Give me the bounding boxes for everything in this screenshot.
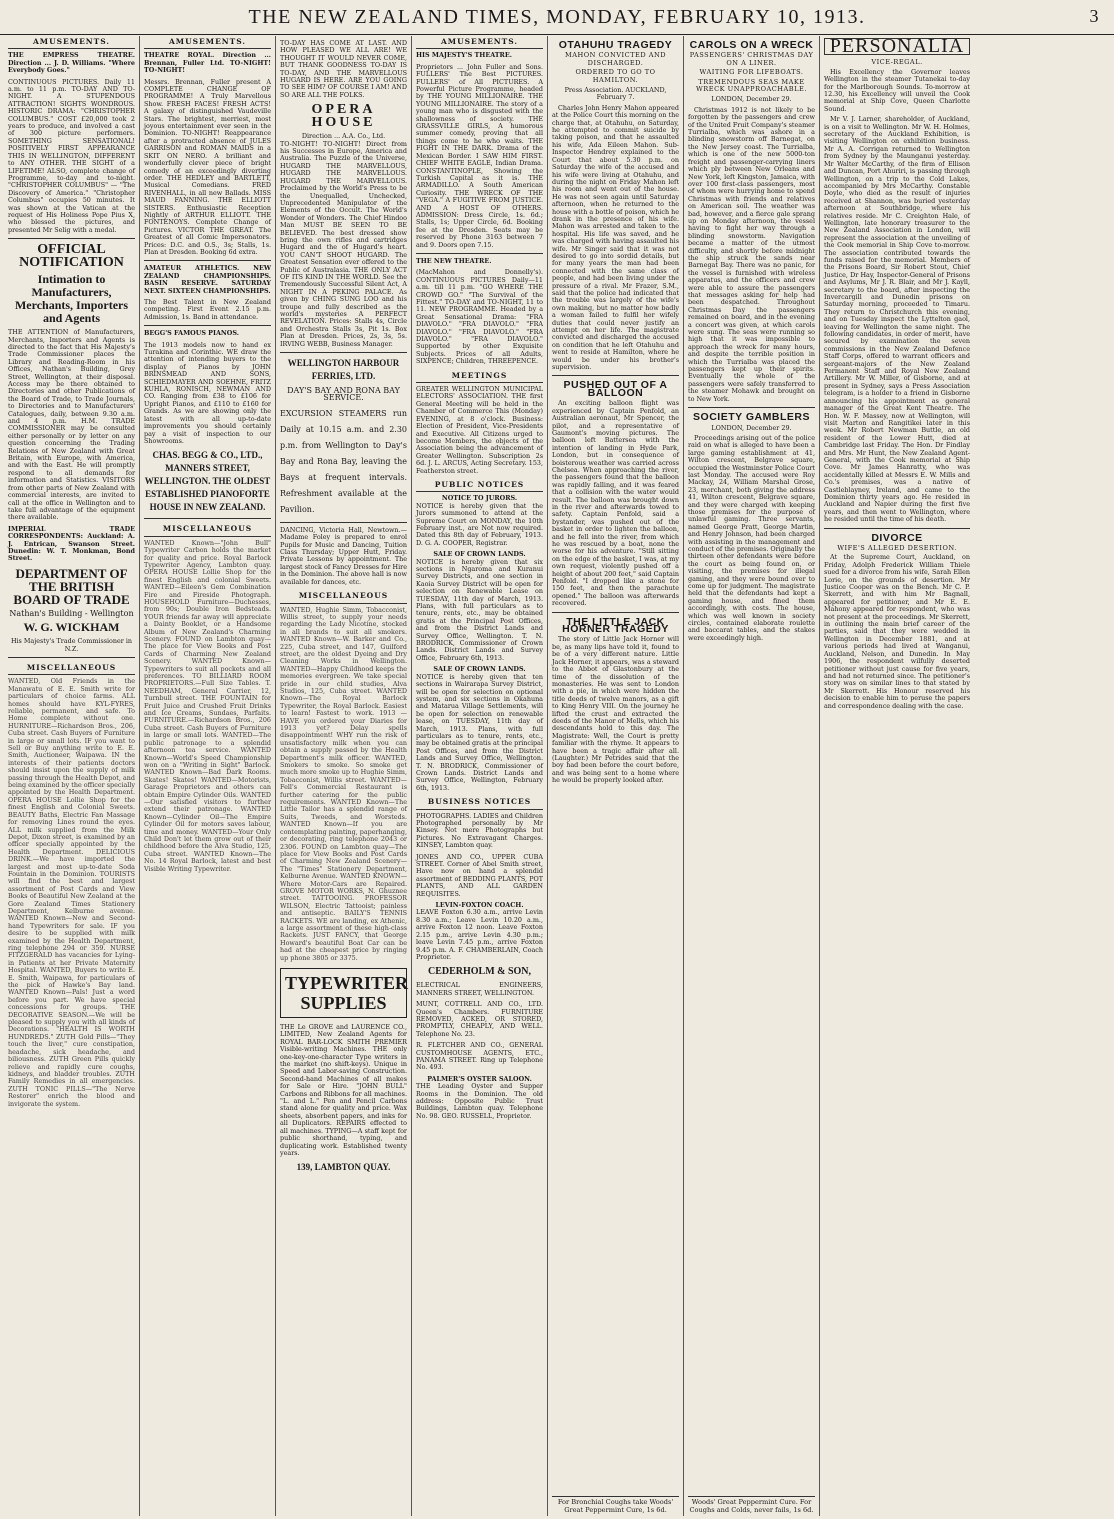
personalia-body: Mr V. J. Larner, shareholder, of Auckland, is on a visit to Wellington. Mr W. H. Holmes, secretary of the Auckland Exhibition, is visiting Wellington on exhibition business. Mr A. A. Corrigan returned to Wellington from Sydney by the Maunganui yesterday. Mr Walter McCarthy, of the firm of Ellison and Duncan, Port Ahuriri, is passing through Wellington, on a trip to the Cold Lakes, accompanied by Mrs McCarthy. Constable Doyle, who died as the result of injuries received at Shannon, was buried yesterday afternoon at Southbridge, where his relatives reside. Mr C. Creighton Hale, of Wellington, late honorary treasurer to the New Zealand Association in London, will represent the association at the unveiling of the Cook memorial in Ship Cove to-morrow. The association contributed towards the funds raised for the memorial. Members of the Prisons Board, Sir Robert Stout, Chief Justice, Dr Hay, Inspector-General of Prisons and Asylums, Mr J. R. Blair, and Mr J. Kayll, secretary to the board, after inspecting the Invercargill and Dunedin prisons on Saturday morning, proceeded to Timaru. They return to Christchurch this evening, and on Tuesday inspect the Lyttelton gaol, leaving for Wellington the same night. The following candidates, in order of merit, have secured by examination the seven commissions in the New Zealand Defence Staff Corps, offered to warrant officers and sergeant-majors of the New Zealand Permanent Staff and Royal New Zealand Artillery. Mr W. Miller, of Gisborne, and at present in Sydney, says a Press Association telegram, is a holder to a friend in Gisborne announcing his appointment as general manager of the Great Kent Theatre. The Hon. W. F. Massey, now at Wellington, will visit Marton and Rangitikei later in this week. Mr Robert Newman Buttle, an old resident of the Lower Hutt, died at Cambridge last Friday. The Hon. Dr Findlay and Mrs. Mr Hunt, the New Zealand Agent-General, with the Cook memorial at Ship Cove. Mr James Hanratty, who was accidentally killed at Messrs E. W. Mills and Co.'s premises, was a native of Castleblayney, Ireland, and came to the Dominion thirty years ago. He resided in Auckland and Napier during the first five years, and then went to Wellington, where he resided until the time of his death. <box>824 115 970 524</box>
munt-ad: MUNT, COTTRELL AND CO., LTD. Queen's Chambers. FURNITURE REMOVED, ACKED, OR STORED, PROMPTLY, CHEAPLY, AND WELL. Telephone No. 23. <box>416 1000 543 1038</box>
otahuhu-dateline: Press Association. AUCKLAND, February 7. <box>564 86 667 102</box>
misc-header-3: MISCELLANEOUS <box>280 590 407 603</box>
balloon-body: An exciting balloon flight was experienced by Captain Penfold, an Australian aeronaut, Mr Spencer, the pilot, and a representative of Gaumont's moving pictures. The balloon left Battersea with the intention of landing in Hyde Park, London, but in consequence of boisterous weather was carried across Chelsea. When approaching the river, the passengers found that the balloon was rapidly falling, and it was feared that a collision with the water would result. The balloon was brought down in the river and afterwards towed to safety. Captain Penfold, said a bystander, was pushed out of the basket in order to lighten the balloon, and he fell into the river, from which he was rescued by a boat, none the worse for his adventure. "Still sitting on the edge of the basket, I was, at my own request, violently pushed off a height of about 200 feet," said Captain Penfold. "I dropped like a stone for 150 feet, and then the parachute opened." The balloon was afterwards recovered. <box>552 399 679 608</box>
begg-title: BEGG'S FAMOUS PIANOS. <box>144 329 239 338</box>
theatre-royal-body: Messrs. Brennan, Fuller present A COMPLETE CHANGE OF PROGRAMME! A Truly Marvellous Show. FRESH FACES! FRESH ACTS! A galaxy of distinguished Vaudeville Stars. The brightest, merriest, most joyous entertainment ever seen in the Dominion. TO-NIGHT! Reappearance after a protracted absence of JULES GARRISON and ROMAN MAIDS in a SKIT ON NERO. A brilliant and wonderfully clever piece of bright comedy of an exceedingly diverting order. THE HEDLEY and BARTLETT, Musical Comedians. FRED RIVENHALL, in all new Ballads. MISS MAUD FANNING. THE ELLIOTT SISTERS. Enthusiastic Reception Nightly of ARTHUR ELLIOTT. THE FONTENOYS. Complete Change of Pictures. VICTOR THE GREAT. The Greatest of all Comic Impersonators. Prices: D.C. and O.S., 3s; Stalls, 1s. Plan at Dresden. Booking 6d extra. <box>144 77 271 256</box>
wickham-name: W. G. WICKHAM <box>23 620 120 635</box>
column-3 <box>276 36 412 1516</box>
crown-lands-title-1: SALE OF CROWN LANDS. <box>433 550 526 559</box>
divorce-heading: DIVORCE <box>871 531 923 544</box>
col6-footer-ad: Woods' Great Peppermint Cure. For Coughs and Colds, never fails, 1s 6d. <box>689 1498 814 1514</box>
jones-ad: JONES AND CO., UPPER CUBA STREET. Corner of Abel Smith street, Have now on hand a splendid assortment of BEDDING PLANTS, POT PLANTS, AND ALL GARDEN REQUISITES. <box>416 852 543 898</box>
personalia-heading: PERSONALIA <box>824 38 970 55</box>
photographs-ad: PHOTOGRAPHS. LADIES and Children Photographed personally by Mr Kinsey. Not mere Photographs but Pictures. No Extravagant Charges. KINSEY, Lambton quay. <box>416 811 543 850</box>
levin-coach-title: LEVIN-FOXTON COACH. <box>435 901 524 910</box>
meetings-body: GREATER WELLINGTON MUNICIPAL ELECTORS' ASSOCIATION. THE first General Meeting will be held in the Chamber of Commerce This (Monday) EVENING, at 8 o'clock. Business: Election of President, Vice-Presidents and Executive. All Citizens urged to become Members, the objects of the Association being the advancement of Greater Wellington. Subscription 2s 6d. J. L. ARCUS, Acting Secretary. 153, Featherston street. <box>416 385 543 475</box>
new-theatre-body: (MacMahon and Donnelly's). CONTINUOUS PICTURES Daily—11 a.m. till 11 p.m. "GO WHERE THE CROWD GO." "The Survival of the Fittest." TO-DAY and TO-NIGHT, 11 to 11. NEW PROGRAMME. Headed by a Great Sensational Drama: "FRA DIAVOLO." "FRA DIAVOLO." "FRA DIAVOLO." "FRA DIAVOLO." "FRA DIAVOLO." "FRA DIAVOLO." Supported by other Exquisite Subjects. Prices of all Adults, SIXPENCE; Children, THREEPENCE. <box>416 268 543 366</box>
wickham-subtitle: His Majesty's Trade Commissioner in N.Z. <box>10 637 133 653</box>
jurors-title: NOTICE TO JURORS. <box>441 494 518 503</box>
misc-header-2: MISCELLANEOUS <box>144 523 271 536</box>
fletcher-ad: R. FLETCHER AND CO., GENERAL CUSTOMHOUSE AGENTS, ETC., PANAMA STREET. Ring up Telephone No. 493. <box>416 1041 543 1072</box>
column-2 <box>140 36 276 1516</box>
empress-ad-title: THE EMPRESS THEATRE. Direction ... J. D. Williams. "Where Everybody Goes." <box>8 51 135 75</box>
otahuhu-heading: OTAHUHU TRAGEDY <box>558 39 673 51</box>
gamblers-heading: SOCIETY GAMBLERS <box>693 411 810 424</box>
misc-body-2: WANTED Known—"John Bull" Typewriter Carbon holds the market for quality and price. Royal Barlock Typewriter Agency, Lambton quay. OPERA HOUSE Lollie Shop for the finest English and colonial Sweets. WANTED—Eileen's Gem Combination Fire and Fireside Photograph. HOUSEHOLD Furniture—Duchesses, from 90s; Double Iron Bedsteads. YOUR friends far away will appreciate a Dainty Booklet, or a Handsome Album of New Zealand's Charming Scenery. FOUND on Lambton quay—The place for View Books and Post Cards of Charming New Zealand Scenery. WANTED Known—Typewriters to suit all pockets and all preferences. TO BILLIARD ROOM PROPRIETORS.—Full Size Tables. T. NEEDHAM, General Carrier, 12, Turnbull street. THE FOUNTAIN for Fruit Juice and Crushed Fruit Drinks and Ice Creams, Sundaes, Parfaits. FURNITURE.—Richardson Bros., 206 Cuba street. Cash Buyers of Furniture in large or small lots. WANTED—The public patronage to a splendid afternoon tea service. WANTED Known—World's Speed Championship won on a "Writing in Sight" Barlock. WANTED Known—Bad Dark Rooms. Skates! Skates! WANTED—Motorists, Garage Proprietors and others can obtain Empire Cylinder Oils. WANTED—Our satisfied visitors to further extend their patronage. WANTED Known—Cylinder Oil—The Empire Cylinder Oil for motors saves labour, time and money. WANTED—Your Only Child Don't let them grow out of their childhood before the Alva Studio, 125, Cuba street. WANTED Known—The No. 14 Royal Barlock, latest and best Visible Writing Typewriter. <box>144 538 271 873</box>
opera-house-title: OPERA HOUSE <box>311 102 376 131</box>
athletics-body: The Best Talent in New Zealand competing. First Event 2.15 p.m. Admission, 1s. Band in attendance. <box>144 298 271 321</box>
carols-heading: CAROLS ON A WRECK <box>689 39 814 51</box>
public-notices-header: PUBLIC NOTICES <box>416 479 543 492</box>
athletics-title: AMATEUR ATHLETICS. NEW ZEALAND CHAMPIONSHIPS. BASIN RESERVE. SATURDAY NEXT. SIXTEEN CHAMPIONSHIPS. <box>144 264 271 295</box>
balloon-heading: PUSHED OUT OF A BALLOON <box>563 379 668 399</box>
opera-house-body: TO-NIGHT! TO-NIGHT! Direct from his Successes in Europe, America and Australia. The Puzzle of the Universe, HUGARD THE MARVELLOUS, HUGARD THE MARVELLOUS. HUGARD THE MARVELLOUS. Proclaimed by the World's Press to be the Unequalled, Unchecked, Unprecedented Manipulator of the Elements of the Occult. The World's Wonder of Wonders. The Chief Hindoo Man MUST BE SEEN TO BE BELIEVED. The best dressed show bring the own rifles and cartridges Hugard and the of Hugard's heart. YOU CAN'T SHOOT HUGARD. The Greatest Sensation ever offered to the Public of Australasia. THE ONLY ACT OF ITS KIND IN THE WORLD. See the Tremendously Successful Silent Act, A NIGHT IN A PEKING PALACE. As given by CHING SUNG LOO and his troupe and fully described as the world's mysteries A PERFECT REVELATION. Prices: Stalls 4s, Circle and Orchestra Stalls 3s, Pit 1s. Box Plan at Dresden. Prices, 2s, 3s, 5s. IRVING WEBB, Business Manager. <box>280 139 407 348</box>
carols-subhead-3: TREMENDOUS SEAS MAKE WRECK UNAPPROACHABLE. <box>696 77 807 94</box>
jack-horner-body: The story of Little Jack Horner will be, as many lips have told it, found to be of a very different nature. Little Jack Horner, it appears, was a steward to the Abbot of Glastonbury at the time of the dissolution of the monasteries. He was sent to London with a pie, in which were hidden the title deeds of twelve manors, as a gift to King Henry VIII. On the journey he lifted the crust and extracted the deeds of the Manor of Mells, which his descendants hold to this day. The Magistrate: Well, the Court is pretty familiar with the rhyme. It appears to have been a tragic affair after all. (Laughter.) Mr Petrides said that the boy had been before the court before, and was being sent to a home where he would be properly looked after. <box>552 635 679 785</box>
masthead <box>0 0 1114 35</box>
carols-subhead-1: PASSENGERS' CHRISTMAS DAY ON A LINER. <box>689 51 814 67</box>
palmer-body: THE Leading Oyster and Supper Rooms in the Dominion. The old address: Opposite Public Trust Buildings, Lambton quay. Telephone No. 98. GEO. RUSSELL, Proprietor. <box>416 1082 543 1120</box>
vice-regal-body: His Excellency the Governor leaves Wellington in the steamer Tutanekai to-day for the Marlborough Sounds. To-morrow at 12.30, his Excellency will unveil the Cook memorial at Ship Cove, Queen Charlotte Sound. <box>824 67 970 113</box>
column-1 <box>4 36 140 1516</box>
hugard-teaser: TO-DAY HAS COME AT LAST. AND HOW PLEASED WE ALL ARE! WE THOUGHT IT WOULD NEVER COME, BUT THANK GOODNESS TO-DAY IS TO-DAY, AND THE MARVELLOUS HUGARD IS HERE. ARE YOU GOING TO SEE HIM? OF COURSE I AM! AND SO ARE ALL THE FOLKS. <box>280 39 407 99</box>
carols-body: Christmas 1912 is not likely to be forgotten by the passengers and crew of the United Fruit Company's steamer Turrialba, which was ashore in a blinding snowstorm off Barnegat, on the New Jersey coast. The Turrialba, which is one of the new 5000-ton freight and passenger-carrying liners which ply between New Orleans and New York, left Kingston, Jamaica, with over 100 first-class passengers, most of whom were hurrying home to spend Christmas with friends and relatives on American soil. The weather was bad, however, and a fierce gale sprang up on Monday afternoon, the vessel having to fight her way through a blinding snowstorm. Navigation became a matter of the utmost difficulty, and shortly before midnight the ship struck the sands near Barnegat Bay. There was no panic, for the vessel is furnished with wireless apparatus, and the officers and crew were able to assure the passengers that messages asking for help had been despatched. Throughout Christmas Day the passengers remained on board, and in the evening a concert was given, at which carols were sung. The seas were running so high that it was impossible to approach the wreck for many hours, and despite the terrible position in which the Turrialba was placed the passengers kept up their spirits. Eventually the whole of the passengers were safely transferred to the steamer Mohawk and brought on to New York. <box>688 105 815 403</box>
masthead-title: THE NEW ZEALAND TIMES, MONDAY, FEBRUARY 10, 1913. <box>248 5 866 28</box>
carols-dateline: LONDON, December 29. <box>711 95 792 104</box>
levin-coach-body: LEAVE Foxton 6.30 a.m., arrive Levin 8.30 a.m.; Leave Levin 10.20 a.m., arrive Foxton 12 noon. Leave Foxton 2.15 p.m., arrive Levin 4.30 p.m.; leave Levin 7.45 p.m., arrive Foxton 9.45 p.m. A. F. CHAMBERLAIN, Coach Proprietor. <box>416 908 543 961</box>
ferries-body: EXCURSION STEAMERS run Daily at 10.15 a.m. and 2.30 p.m. from Wellington to Day's Bay and Rona Bay, leaving the Bays at frequent intervals. Refreshment available at the Pavilion. <box>280 408 407 514</box>
ferries-title: WELLINGTON HARBOUR FERRIES, LTD. <box>287 358 400 382</box>
misc-body-3: WANTED, Hughie Simm, Tobacconist, Willis street, to supply your needs regarding the Lady Nicotine, stocked in all brands to suit all smokers. WANTED Known—W. Barker and Co., 225, Cuba street, and 147, Guilford street, are the oldest Dyeing and Dry Cleaning Works in Wellington. WANTED—Happy Childhood keeps the memories evergreen. We take special pride in our child studies, Alva Studios, 125, Cuba street. WANTED Known—The Royal Barlock Typewriter, the Royal Barlock. Easiest to learn! Fastest to work. 1913 — HAVE you ordered your Diaries for 1913 yet? Delay spells disappointment! WHY run the risk of unsatisfactory milk when you can obtain a supply passed by the Health Department's milk officer. WANTED, Smokers to smoke. So smoke get much more smoke up to Hughie Simm, Tobacconist, Willis street. WANTED—Fell's Commercial Restaurant is further catering for the public requirements. WANTED Known—The Little Tailor has a splendid range of Suits, Tweeds, and Worsteds. WANTED Known—If you are contemplating painting, paperhanging, or decorating, ring telephone 2043 or 2306. FOUND on Lambton quay—The place for View Books and Post Cards of Charming New Zealand Scenery—The "Times" Stationery Department, Kelburne Avenue. WANTED KNOWN—Where Motor-Cars are Repaired. GROVE MOTOR WORKS, N. Ghuznee street. TATTOOING. PROFESSOR WILSON, Electric Tattooist; painless and antiseptic. BAILY'S TENNIS RACKETS. WE are landing, ex Athenic, a large assortment of these high-class Rackets. JUST FANCY, that George Howard's beautiful Boat Car can be had at the cheapest price by ringing up phone 3805 or 3375. <box>280 605 407 962</box>
cederholm-body: ELECTRICAL ENGINEERS, MANNERS STREET, WELLINGTON. <box>416 981 543 997</box>
typewriter-address: 139, LAMBTON QUAY. <box>296 1162 391 1173</box>
his-majestys-title: HIS MAJESTY'S THEATRE. <box>416 51 512 60</box>
typewriter-supplies-title: TYPEWRITER SUPPLIES <box>280 968 407 1018</box>
typewriter-body: THE Le GROVE and LAURENCE CO., LIMITED, New Zealand Agents for ROYAL BAR-LOCK SMITH PREMIER Visible-writing Machines. THE only one-key-one-character Type writers in the market (no shift-keys). Unique in Speed and Labor-saving Construction. Second-hand Machines of all makes for Sale or Hire. "JOHN BULL" Carbons and Ribbons for all machines. "L. and L." Pen and Pencil Carbons stand alone for quality and price. Wax sheets, absorbent papers, and inks for all Duplicators. REPAIRS effected to all machines. TYPING—A staff kept for public shorthand, typing, and duplicating work. Established twenty years. <box>280 1023 407 1157</box>
begg-body: The 1913 models now to hand ex Turakina and Corinthic. WE draw the attention of intending buyers to the display of Pianos by JOHN BRINSMEAD AND SONS, SCHIEDMAYER AND SOEHNE, FRITZ KUHLA, RONISCH, NEWMAN AND CO. Ranging from £38 to £106 for Upright Pianos, and £110 to £160 for Grands. As we are showing only the latest with all up-to-date improvements you should certainly pay a visit of inspection to our Showrooms. <box>144 340 271 445</box>
imperial-correspondents: IMPERIAL TRADE CORRESPONDENTS: Auckland: A. J. Entrican, Swanson Street. Dunedin: W. T. Monkman, Bond Street. <box>8 524 135 563</box>
jurors-body: NOTICE is hereby given that the Jurors summoned to attend at the Supreme Court on MONDAY, the 10th February inst., are Not now required. Dated this 8th day of February, 1913. D. G. A. COOPER, Registrar. <box>416 501 543 547</box>
gamblers-dateline: LONDON, December 29. <box>711 423 792 432</box>
dancing-ad: DANCING, Victoria Hall, Newtown.—Madame Foley is prepared to enrol Pupils for Music and Dancing, Tuition Class Thursday; Upper Hutt, Friday. Private Lessons by appointment. The largest stock of Fancy Dresses for Hire in the Dominion. The above hall is now available for dances, etc. <box>280 525 407 586</box>
column-5 <box>548 36 684 1516</box>
palmer-title: PALMER'S OYSTER SALOON. <box>427 1074 532 1083</box>
business-notices-header: BUSINESS NOTICES <box>416 796 543 809</box>
divorce-subhead: WIFE'S ALLEGED DESERTION. <box>837 544 957 552</box>
columns <box>4 36 1110 1516</box>
crown-lands-title-2: SALE OF CROWN LANDS. <box>433 665 526 674</box>
day-bay-title: DAY'S BAY AND RONA BAY SERVICE. <box>287 386 400 403</box>
amusements-header-2: AMUSEMENTS. <box>144 36 271 49</box>
misc-body-1: WANTED, Old Friends in the Manawatu of E. E. Smith write for particulars of choice farms. ALL homes should have KYL-FYRES, reliable, permanent, and safe. To Home complete without one. HURNITURE—Richardson Bros., 206, Cuba street. Cash Buyers of Furniture in large or small lots. IF you want to Sell or Buy anything write to E. E. Smith, Auctioneer, Waipawa. IN the interests of their patients doctors should insist upon the supply of milk passing through the Health Depot, and being examined by the officer specially appointed by the Health Department. OPERA HOUSE Lollie Shop for the finest English and Colonial Sweets. BEAUTY Baths, Electric Fan Massage for removing Lines round the eyes. ALL milk supplied from the Milk Depot, Dixon street, is examined by an officer specially appointed by the Health Department. DELICIOUS DRINK.—We have imported the largest and most up-to-date Soda Fountain in the Dominion. TOURISTS will find the best and largest assortment of Post Cards and View Books of Beautiful New Zealand at the Gore Zealand Times Stationery Department, Kelburne avenue. WANTED Known—New and Second-hand Typewriters for sale. IF you desire to be supplied with milk examined by the Health Department, ring telephone 294 or 359. NURSE FITZGERALD has vacancies for Lying-in Patients at her Private Maternity Hospital. WANTED, Buyers to write E. E. Smith, Waipawa, for particulars of the pick of Hawke's Bay land. WANTED Known—Pals! Just a word before you part. We have special concessions for groups. THE DECORATIVE SEASON.—We will be pleased to supply you with all kinds of Decorations. "HEALTH IS WORTH HUNDREDS." ZUTH Gold Pills—"They touch the liver," cure constipation, headache, sick headache, and biliousness. ZUTH Green Pills quickly relieve and rapidly cure coughs, kidneys, and bladder troubles. ZUTH Family Remedies in all emergencies. ZUTH TONIC PILLS—"The Nerve Restorer" enrich the blood and invigorate the system. <box>8 677 135 1108</box>
otahuhu-body: Charles John Henry Mahon appeared at the Police Court this morning on the charge that, at Otahuhu, on Saturday, he attempted to commit suicide by taking poison, and that he assaulted his wife, Ada Eileen Mahon. Sub-Inspector Hendrey explained to the Court that about 5.30 p.m. on Saturday the wife of the accused and his wife were living at Otahuhu, and during the night on Friday Mahon left his room and went out of the house. He was not seen again until Saturday afternoon, when he returned to the house with a bottle of poison, which he drank in the presence of his wife. Mahon was arrested and taken to the hospital. His life was saved, and he was charged with having assaulted his wife. Mr Singer said that it was not desired to go into sordid details, but for many years the man had been connected with the same class of people, and had been living under the pressure of a rival. Mr Frazer, S.M., said that the police had indicated that the trouble was largely of the wife's own making, but no matter how badly a woman failed to fulfil her wifely duties that could never justify an attempt on her life. The magistrate convicted and discharged the accused on condition that he left Otahuhu and went to reside at Hamilton, where he would be under his brother's supervision. <box>552 103 679 372</box>
otahuhu-subhead-2: ORDERED TO GO TO HAMILTON. <box>575 68 656 84</box>
intimation-body: THE ATTENTION of Manufacturers, Merchants, Importers and Agents is directed to the fact that His Majesty's Trade Commissioner places the Library and Reading-Room in his Offices, Nathan's Building, Grey Street, Wellington, at their disposal. Access may be there obtained to Directories and other Publications of the Board of Trade, to Trade Journals, to Directories and to Manufacturers' Catalogues, daily, between 9.30 a.m. and 4 p.m. H.M. TRADE COMMISSIONER may be consulted either personally or by letter on any question concerning the Trading Relations of New Zealand with Great Britain, with Europe, with America, and with the East. He will promptly respond to all demands for information and Statistics. VISITORS from other parts of New Zealand with commercial interests, are invited to call at the office in Wellington and to take full advantage of the equipment there available. <box>8 328 135 522</box>
cederholm-title: CEDERHOLM & SON, <box>427 966 532 978</box>
col5-footer-ad: For Bronchial Coughs take Woods' Great Peppermint Cure, 1s 6d. <box>552 1496 679 1514</box>
theatre-royal-title: THEATRE ROYAL. Direction ... Brennan, Fuller Ltd. TO-NIGHT! TO-NIGHT! <box>144 51 271 75</box>
intimation-heading: Intimation to Manufacturers, Merchants, Importers and Agents <box>14 272 129 326</box>
department-heading: DEPARTMENT OF THE BRITISH BOARD OF TRADE <box>13 565 130 607</box>
carols-subhead-2: WAITING FOR LIFEBOATS. <box>699 68 804 77</box>
crown-lands-body-2: NOTICE is hereby given that ten sections in Wairarapa Survey District, will be open for selection on optional system, and six sections in Okahuna and Matarua Village Settlements, will be open for selection on renewable lease, on TUESDAY, 11th day of March, 1913. Plans, with full particulars as to tenure, rents, etc., may be obtained gratis at the principal Post Offices, and from the District Lands and Survey Office, Wellington. T. N. BRODRICK, Commissioner of Crown Lands. District Lands and Survey Office, Wellington, February 6th, 1913. <box>416 672 543 792</box>
new-theatre-title: THE NEW THEATRE. <box>416 256 492 265</box>
crown-lands-body-1: NOTICE is hereby given that six sections in Ngaroma and Kuranui Survey Districts, and one section in Kaoia Survey District will be open for selection on Renewable Lease on TUESDAY, 11th day of March, 1913. Plans, with full particulars as to tenure, rents, etc., may be obtained gratis at the Principal Post Offices, and from the District Lands and Survey Office, Wellington. T. N. BRODRICK, Commissioner of Crown Lands. District Lands and Survey Office, February 6th, 1913. <box>416 557 543 662</box>
nathan-building: Nathan's Building - Wellington <box>9 608 134 618</box>
gamblers-body: Proceedings arising out of the police raid on what is alleged to have been a large gaming establishment at 41, Wilton crescent, Belgrave square, occupied the Westminster Police Court last Monday. The accused were Roy Mackay, 24, William Marshal Grose, 23, merchant, both giving the address 41, Wilton crescent, Belgrave square, and they were charged with keeping those premises for the purpose of unlawful gaming. Three servants, named George Pratt, George Martin, and Henry Johnson, had been charged with assisting in the management and conduct of the premises. Originally the thirteen other defendants were before the court as being found on, or visiting, the premises for illegal gaming, and they were bound over to come up for judgment. The magistrate held that the defendants had kept a gaming house, and fined them accordingly, with costs. The house, which was well known in society circles, contained elaborate roulette and baccarat tables, and the stakes were exceedingly high. <box>688 433 815 642</box>
column-6 <box>684 36 820 1516</box>
misc-header-1: MISCELLANEOUS <box>8 662 135 675</box>
amusements-header-4: AMUSEMENTS. <box>416 36 543 49</box>
his-majestys-body: Proprietors ... John Fuller and Sons. FULLERS' The Best PICTURES. FULLERS' of All PICTURES. A Powerful Picture Programme, headed by THE YOUNG MILLIONAIRE. THE YOUNG MILLIONAIRE. The story of a young man who is disgusted with the shallowness of society. THE GRASSVILLE GIRLS, A humorous summer comedy, proving that all things come to he who waits. THE FIGHT IN THE DARK. Drama of the Mexican Border. I SAW HIM FIRST. CHIEF WHITE EAGLE, Indian Drama. CONSTANTINOPLE, Showing the Turkish Capital as it is. THE ARMADILLO. A South American Curiosity. THE WRECK OF THE "VEGA." A FUGITIVE FROM JUSTICE. AND A HOST OF OTHERS. ADMISSION: Dress Circle, 1s. 6d.; Stalls, 1s; Upper Circle, 6d. Booking fee at the Dresden. Seats may be reserved by Phone 3163 between 7 and 9. Doors open 7.15. <box>416 62 543 249</box>
amusements-header: AMUSEMENTS. <box>8 36 135 49</box>
column-4 <box>412 36 548 1516</box>
opera-house-direction: Direction ... A.A. Co., Ltd. <box>301 132 386 141</box>
empress-ad-body: CONTINUOUS PICTURES. Daily 11 a.m. to 11 p.m. TO-DAY AND TO-NIGHT. A STUPENDOUS ATTRACTION! SIGHTS WONDROUS. HISTORIC DRAMA: "CHRISTOPHER COLUMBUS." COST £20,000 took 2 years to produce, and involved a cast of 300 picture performers. SOMETHING SENSATIONAL! POSITIVELY FIRST APPEARANCE THIS IN WELLINGTON, DIFFERENT to ANY OTHER. THE SIGHT of a LIFETIME! ALSO, complete change of Programme, to-day and to-night. "CHRISTOPHER COLUMBUS" — "The Discovery of America." "Christopher Columbus" occupies 50 minutes. It was shown at the Vatican at the request of His Holiness Pope Pius X, who blessed the pictures, and presented Mr Selig with a medal. <box>8 77 135 234</box>
divorce-body: At the Supreme Court, Auckland, on Friday, Adolph Frederick William Thiele sued for a divorce from his wife, Sarah Ellen Lorie, on the grounds of desertion. Mr Justice Cooper was on the Bench. Mr C. P. Skerrett, and with him Mr Bagnall, appeared for petitioner, and Mr E. E. Mahony appeared for respondent, who was not present at the proceedings. Mr Skerrett, in outlining the main brief career of the parties, said that they were wedded in Wellington in December 1881, and at various periods had lived at Wanganui, Auckland, Nelson, and Dunedin. In May 1906, the respondent wilfully deserted petitioner without just cause for five years, and had not returned since. The petitioner's story was on similar lines to that stated by Mr Skerrett. His Honour reserved his decision to enable him to peruse the papers and correspondence dealing with the case. <box>824 553 970 710</box>
meetings-header: MEETINGS <box>416 370 543 383</box>
vice-regal-heading: VICE-REGAL. <box>871 58 923 67</box>
column-7 <box>820 36 974 1516</box>
jack-horner-heading: THE LITTLE JACK HORNER TRAGEDY <box>562 615 669 636</box>
otahuhu-subhead: MAHON CONVICTED AND DISCHARGED. <box>564 51 667 67</box>
chas-begg: CHAS. BEGG & CO., LTD., MANNERS STREET, WELLINGTON. THE OLDEST ESTABLISHED PIANOFORTE HOUSE IN NEW ZEALAND. <box>144 450 271 513</box>
page-number: 3 <box>1089 6 1100 26</box>
official-notification-heading: OFFICIAL NOTIFICATION <box>19 242 124 271</box>
